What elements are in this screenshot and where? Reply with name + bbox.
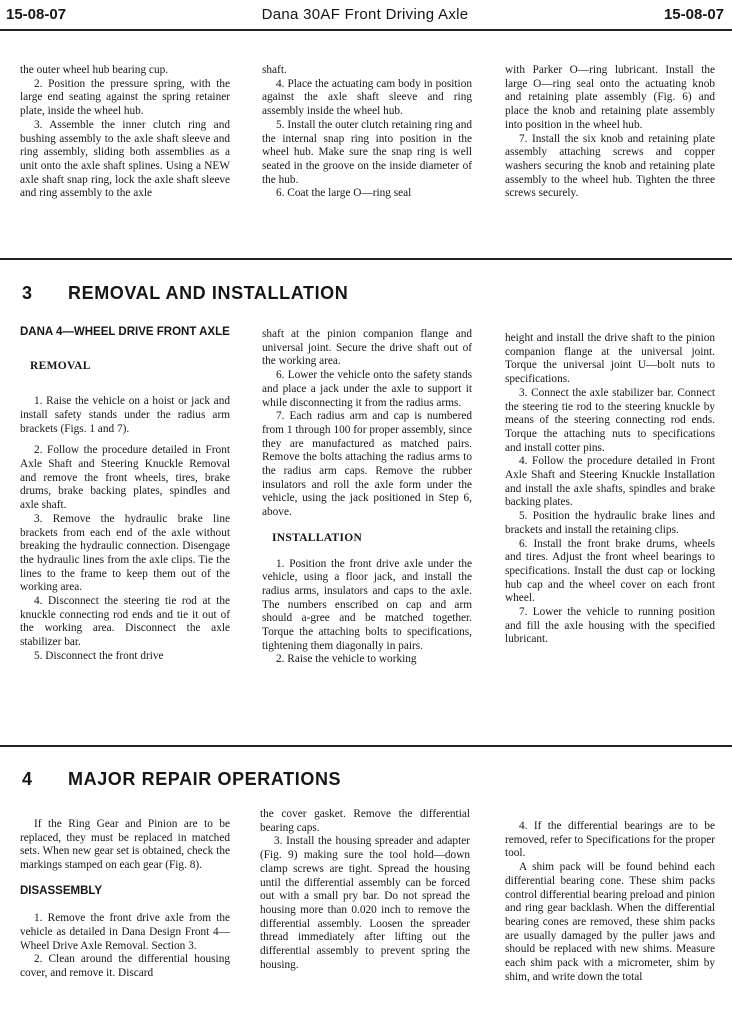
paragraph: 4. Follow the procedure detailed in Front Axle Shaft and Steering Knuckle Installation and install the axle shafts, spindles and brake backing plates. [505, 455, 715, 509]
paragraph: 3. Remove the hydraulic brake line brackets from each end of the axle without breaking the hydraulic connection. Disengage the hydraulic lines from the axle clips. Tie the lines to the frame to keep them out of the working area. [20, 512, 230, 594]
section-divider [0, 258, 732, 260]
paragraph: the outer wheel hub bearing cup. [20, 64, 169, 76]
page-title: Dana 30AF Front Driving Axle [261, 6, 469, 23]
paragraph: 4. If the differential bearings are to be removed, refer to Specifications for the proper tool. [505, 820, 715, 860]
top-column-1 [20, 64, 230, 201]
section-4-column-3 [505, 820, 715, 984]
paragraph: 1. Remove the front drive axle from the vehicle as detailed in Dana Design Front 4—Wheel Drive Axle Removal. Section 3. [20, 912, 230, 952]
paragraph: 7. Install the six knob and retaining plate assembly attaching screws and copper washers securing the knob and retaining plate assembly to the wheel hub. Tighten the three screws securely. [505, 132, 715, 200]
paragraph: 2. Position the pressure spring, with the large end seating against the spring retainer plate, inside the wheel hub. [20, 77, 230, 118]
section-3-column-1 [20, 326, 230, 664]
section-4-column-2 [260, 808, 470, 972]
section-title: REMOVAL AND INSTALLATION [68, 283, 349, 303]
paragraph: the cover gasket. Remove the differential bearing caps. [260, 808, 470, 834]
section-3-column-3 [505, 332, 715, 647]
paragraph: 2. Clean around the differential housing cover, and remove it. Discard [20, 953, 230, 980]
section-divider [0, 745, 732, 747]
page-header [6, 6, 724, 28]
paragraph: If the Ring Gear and Pinion are to be replaced, they must be replaced in matched sets. When new gear set is obtained, check the markings stamped on each gear (Fig. 8). [20, 818, 230, 872]
section-number: 4 [22, 769, 33, 789]
page-number-left: 15-08-07 [6, 6, 67, 23]
paragraph: shaft. [262, 64, 287, 76]
paragraph: 4. Disconnect the steering tie rod at the knuckle connecting rod ends and tie it out of the working area. Disconnect the axle stabilizer bar. [20, 595, 230, 649]
installation-heading: INSTALLATION [272, 531, 363, 544]
paragraph: 7. Lower the vehicle to running position and fill the axle housing with the specified lubricant. [505, 606, 715, 646]
paragraph: 3. Install the housing spreader and adapter (Fig. 9) making sure the tool hold—down clamp screws are tight. Spread the housing until the differential assembly can be forced out with a small pry bar. Do not spread the housing more than 0.020 inch to remove the differential assembly. Loosen the spreader thread immediately after lifting out the differential assembly to prevent spring the housing. [260, 835, 470, 971]
paragraph: height and install the drive shaft to the pinion companion flange at the universal joint. Torque the universal joint U—bolt nuts to specifications. [505, 332, 715, 386]
section-4-column-1 [20, 818, 230, 981]
paragraph: 6. Coat the large O—ring seal [276, 187, 412, 200]
section-3-heading [22, 283, 348, 304]
header-rule [0, 29, 732, 31]
paragraph: 3. Assemble the inner clutch ring and bushing assembly to the axle shaft sleeve and ring assembly, sliding both assemblies as a unit onto the axle shaft splines. Using a NEW axle shaft snap ring, lock the axle shaft sleeve and ring assembly to the axle [20, 118, 230, 200]
paragraph: 3. Connect the axle stabilizer bar. Connect the steering tie rod to the steering knuckle by means of the steering connecting rod ends. Torque the attaching nuts to specifications and install cotter pins. [505, 386, 715, 454]
section-4-heading [22, 769, 341, 790]
subsection-heading: DANA 4—WHEEL DRIVE FRONT AXLE [20, 326, 230, 338]
paragraph: 1. Position the front drive axle under the vehicle, using a floor jack, and install the radius arms, insulators and caps to the axle. The numbers enscribed on cap and arm should a-gree and be matched together. Torque the attaching bolts to specifications, tightening them diagonally in pairs. [262, 557, 472, 652]
section-3-column-2 [262, 328, 472, 667]
paragraph: 6. Install the front brake drums, wheels and tires. Adjust the front wheel bearings to specifications. Install the dust cap or locking hub cap and the wheel cover on each front wheel. [505, 537, 715, 605]
paragraph: 5. Disconnect the front drive [34, 649, 164, 662]
page-number-right: 15-08-07 [663, 6, 724, 23]
paragraph: with Parker O—ring lubricant. Install the large O—ring seal onto the actuating knob and retaining plate assembly (Fig. 6) and place the knob and retaining plate assembly into position in the wheel hub. [505, 64, 715, 131]
top-column-3 [505, 64, 715, 201]
paragraph: 4. Place the actuating cam body in position against the axle shaft sleeve and ring assembly inside the wheel hub. [262, 77, 472, 118]
paragraph: 2. Raise the vehicle to working [276, 653, 417, 666]
paragraph: 5. Position the hydraulic brake lines and brackets and install the retaining clips. [505, 510, 715, 536]
paragraph: 2. Follow the procedure detailed in Front Axle Shaft and Steering Knuckle Removal and remove the front wheels, tires, brake drums, brake backing plates, spindles and axle shaft. [20, 444, 230, 512]
paragraph: 7. Each radius arm and cap is numbered from 1 through 100 for proper assembly, since they are manufactured as matched pairs. Remove the bolts attaching the radius arms to the radius arm caps. Remove the rubber insulators and roll the axle form under the vehicle, using the jack positioned in Step 6, above. [262, 410, 472, 519]
disassembly-heading: DISASSEMBLY [20, 884, 103, 897]
paragraph: 1. Raise the vehicle on a hoist or jack and install safety stands under the radius arm brackets (Figs. 1 and 7). [20, 395, 230, 435]
paragraph: 5. Install the outer clutch retaining ring and the internal snap ring into position in the wheel hub. Make sure the snap ring is well seated in the groove on the inside diameter of the hub. [262, 118, 472, 186]
paragraph: shaft at the pinion companion flange and universal joint. Secure the drive shaft out of the working area. [262, 328, 472, 368]
section-number: 3 [22, 283, 33, 303]
section-title: MAJOR REPAIR OPERATIONS [68, 769, 342, 789]
top-column-2 [262, 64, 472, 201]
paragraph: 6. Lower the vehicle onto the safety stands and place a jack under the axle to support it while disconnecting it from the radius arms. [262, 369, 472, 409]
removal-heading: REMOVAL [30, 359, 91, 372]
paragraph: A shim pack will be found behind each differential bearing cone. These shim packs control differential bearing preload and pinion and ring gear backlash. When the differential bearing cones are removed, these shim packs are usually damaged by the puller jaws and should be replaced with new shims. Measure each shim pack with a micrometer, shim by shim, and write down the total [505, 861, 715, 983]
